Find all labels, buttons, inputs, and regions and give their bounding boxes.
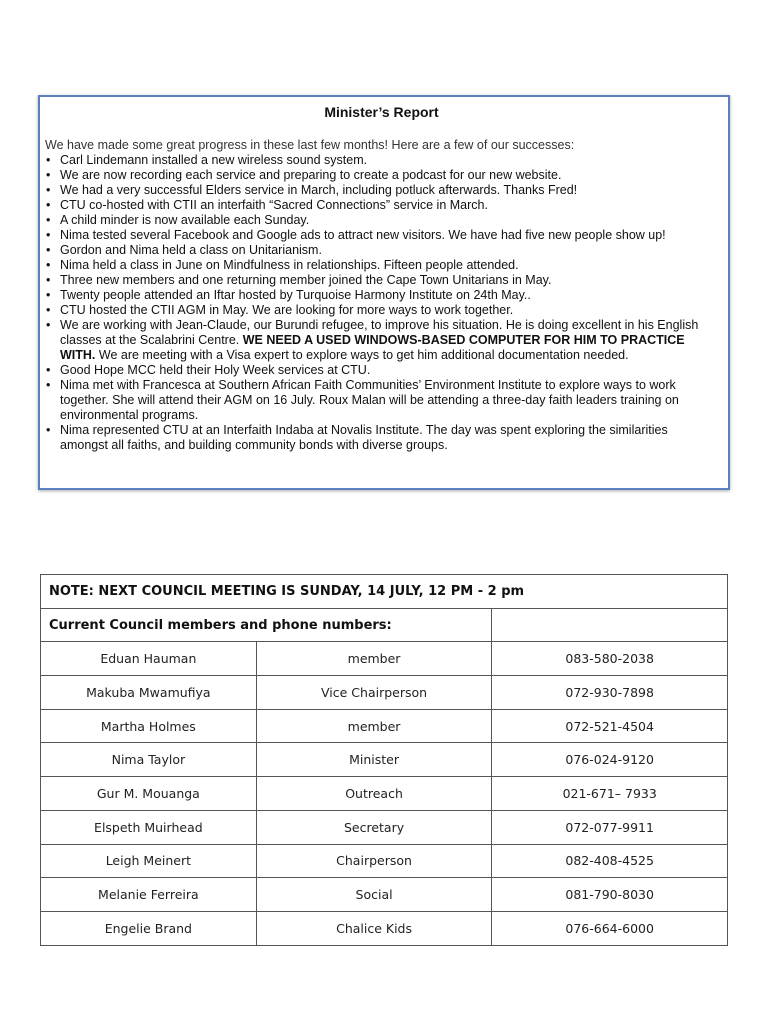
member-role: member xyxy=(256,709,492,743)
list-item: • Carl Lindemann installed a new wireless sound system. xyxy=(46,153,368,167)
bullet-icon: • xyxy=(46,288,51,302)
member-name: Martha Holmes xyxy=(41,709,257,743)
table-row xyxy=(41,777,728,811)
member-phone: 081-790-8030 xyxy=(492,878,728,912)
table-row xyxy=(41,810,728,844)
council-heading: Current Council members and phone numbers: xyxy=(41,608,492,642)
bullet-icon: • xyxy=(46,273,51,287)
table-row xyxy=(41,911,728,945)
member-name: Gur M. Mouanga xyxy=(41,777,257,811)
member-role: Chairperson xyxy=(256,844,492,878)
bullet-icon: • xyxy=(46,378,51,392)
list-item-refugee: • We are working with Jean-Claude, our Burundi refugee, to improve his situation. He is doing excellent in his English classes at the Scalabrini Centre. WE NEED A USED WINDOWS-BASED COMPUTER FOR HIM TO PRACTICE WITH. We are meeting with a Visa expert to explore ways to get him additional documentation needed. xyxy=(46,318,699,362)
member-name: Leigh Meinert xyxy=(41,844,257,878)
bullet-icon: • xyxy=(46,243,51,257)
ministers-report-box xyxy=(38,95,730,490)
table-row xyxy=(41,878,728,912)
member-phone: 076-024-9120 xyxy=(492,743,728,777)
member-phone: 072-077-9911 xyxy=(492,810,728,844)
heading-row xyxy=(41,608,728,642)
list-item: • Twenty people attended an Iftar hosted by Turquoise Harmony Institute on 24th May.. xyxy=(46,288,531,302)
bullet-icon: • xyxy=(46,363,51,377)
list-item: • CTU co-hosted with CTII an interfaith “Sacred Connections” service in March. xyxy=(46,198,488,212)
list-item: • Good Hope MCC held their Holy Week services at CTU. xyxy=(46,363,371,377)
list-item: • We are now recording each service and preparing to create a podcast for our new website. xyxy=(46,168,562,182)
list-item: • A child minder is now available each Sunday. xyxy=(46,213,310,227)
bullet-icon: • xyxy=(46,303,51,317)
member-role: Outreach xyxy=(256,777,492,811)
member-name: Engelie Brand xyxy=(41,911,257,945)
member-role: Secretary xyxy=(256,810,492,844)
council-table xyxy=(40,574,728,946)
next-meeting-note: NOTE: NEXT COUNCIL MEETING IS SUNDAY, 14 JULY, 12 PM - 2 pm xyxy=(41,575,728,609)
table-row xyxy=(41,709,728,743)
note-row xyxy=(41,575,728,609)
bullet-icon: • xyxy=(46,168,51,182)
list-item: • Nima represented CTU at an Interfaith Indaba at Novalis Institute. The day was spent exploring the similarities amongst all faiths, and building community bonds with diverse groups. xyxy=(46,423,668,452)
member-role: Chalice Kids xyxy=(256,911,492,945)
member-name: Eduan Hauman xyxy=(41,642,257,676)
bullet-icon: • xyxy=(46,423,51,437)
report-intro: We have made some great progress in these last few months! Here are a few of our successes: xyxy=(45,138,575,152)
bullet-icon: • xyxy=(46,153,51,167)
bullet-icon: • xyxy=(46,318,51,332)
bullet-icon: • xyxy=(46,258,51,272)
bullet-icon: • xyxy=(46,198,51,212)
list-item: • Nima held a class in June on Mindfulness in relationships. Fifteen people attended. xyxy=(46,258,519,272)
computer-request: WE NEED A USED WINDOWS-BASED COMPUTER FOR HIM TO PRACTICE WITH. xyxy=(60,333,685,362)
list-item: • Gordon and Nima held a class on Unitarianism. xyxy=(46,243,322,257)
member-name: Melanie Ferreira xyxy=(41,878,257,912)
member-phone: 072-930-7898 xyxy=(492,676,728,710)
member-role: Social xyxy=(256,878,492,912)
list-item: • CTU hosted the CTII AGM in May. We are looking for more ways to work together. xyxy=(46,303,514,317)
member-name: Nima Taylor xyxy=(41,743,257,777)
table-row xyxy=(41,743,728,777)
table-row xyxy=(41,642,728,676)
table-row xyxy=(41,676,728,710)
report-list xyxy=(45,153,718,453)
member-phone: 082-408-4525 xyxy=(492,844,728,878)
member-role: Vice Chairperson xyxy=(256,676,492,710)
list-item: • Nima met with Francesca at Southern African Faith Communities’ Environment Institute to explore ways to work together. She will attend their AGM on 16 July. Roux Malan will be attending a three-day faith leaders training on environmental programs. xyxy=(46,378,679,422)
list-item: • We had a very successful Elders service in March, including potluck afterwards. Thanks Fred! xyxy=(46,183,578,197)
empty-cell xyxy=(492,608,728,642)
bullet-icon: • xyxy=(46,213,51,227)
member-phone: 083-580-2038 xyxy=(492,642,728,676)
table-row xyxy=(41,844,728,878)
member-phone: 076-664-6000 xyxy=(492,911,728,945)
member-phone: 021-671– 7933 xyxy=(492,777,728,811)
list-item: • Three new members and one returning member joined the Cape Town Unitarians in May. xyxy=(46,273,552,287)
list-item: • Nima tested several Facebook and Google ads to attract new visitors. We have had five new people show up! xyxy=(46,228,666,242)
member-role: member xyxy=(256,642,492,676)
member-phone: 072-521-4504 xyxy=(492,709,728,743)
bullet-icon: • xyxy=(46,228,51,242)
member-name: Makuba Mwamufiya xyxy=(41,676,257,710)
member-name: Elspeth Muirhead xyxy=(41,810,257,844)
member-role: Minister xyxy=(256,743,492,777)
bullet-icon: • xyxy=(46,183,51,197)
report-title: Minister’s Report xyxy=(324,104,439,120)
